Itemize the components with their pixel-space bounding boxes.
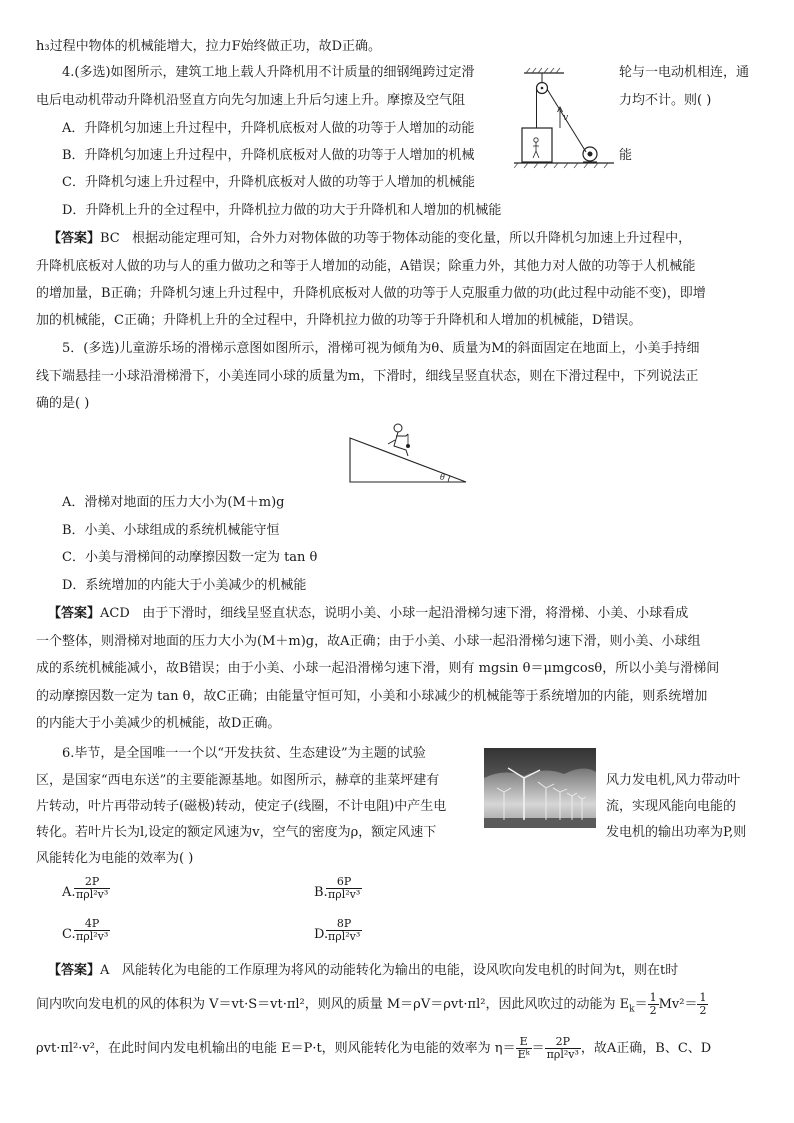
option-formula: 4P πρl²v³ — [76, 917, 109, 943]
answer-4-explanation: 加的机械能，C正确；升降机上升的全过程中，升降机拉力做的功等于升降机和人增加的机械能，D错误。 — [36, 313, 642, 328]
question-4-text: 力均不计。则( ) — [619, 93, 712, 108]
question-6-text: 发电机的输出功率为P,则 — [606, 825, 747, 840]
answer-label: 【答案】 — [48, 606, 101, 621]
answer-5-explanation: 一个整体，则滑梯对地面的压力大小为(M＋m)g，故A正确；由于小美、小球一起沿滑梯匀速下滑，则小美、小球组 — [36, 634, 701, 649]
answer-6-explanation: 风能转化为电能的工作原理为将风的动能转化为输出的电能，设风吹向发电机的时间为t，则在t时 — [121, 963, 679, 978]
fraction-eta: $\frac{E}{\text{Eᵏ}}$ — [517, 1035, 530, 1061]
question-5-option-c: C．小美与滑梯间的动摩擦因数一定为 tan θ — [62, 550, 318, 565]
question-4-option-c: C．升降机匀速上升过程中，升降机底板对人做的功等于人增加的机械能 — [62, 175, 475, 190]
answer-choice: A — [100, 963, 110, 978]
option-formula: 8P πρl²v³ — [328, 917, 361, 943]
question-5-text: 确的是( ) — [36, 396, 90, 411]
answer-choice: BC — [100, 231, 120, 246]
answer-label: 【答案】 — [48, 963, 101, 978]
answer-6 — [48, 962, 678, 980]
answer-5-explanation: 成的系统机械能减小，故B错误；由于小美、小球一起沿滑梯匀速下滑，则有 mgsin θ＝μmgcosθ，所以小美与滑梯间 — [36, 661, 720, 676]
question-4-option-a: A．升降机匀加速上升过程中，升降机底板对人做的功等于人增加的动能 — [62, 121, 475, 136]
answer-6-text: Mv²＝ — [658, 997, 698, 1012]
option-letter: D. — [314, 927, 329, 942]
question-4-text: 4.(多选)如图所示，建筑工地上载人升降机用不计质量的细钢绳跨过定滑 — [62, 65, 475, 80]
wind-turbine-photo — [484, 748, 596, 828]
question-6-text: 风力发电机,风力带动叶 — [606, 773, 741, 788]
answer-4-explanation: 的增加量，B正确；升降机匀速上升过程中，升降机底板对人做的功等于人克服重力做的功(此过程中动能不变)，即增 — [36, 286, 706, 301]
answer-5-explanation: 的内能大于小美减少的机械能，故D正确。 — [36, 716, 281, 731]
question-5-option-a: A．滑梯对地面的压力大小为(M＋m)g — [62, 495, 285, 510]
question-6-text: 片转动，叶片再带动转子(磁极)转动，使定子(线圈，不计电阻)中产生电 — [36, 799, 447, 814]
subscript: k — [629, 1004, 635, 1015]
question-4-option-b: 能 — [619, 148, 633, 163]
answer-6-text: ，故A正确，B、C、D — [580, 1041, 712, 1056]
option-formula: 2P πρl²v³ — [76, 875, 109, 901]
option-letter: B. — [314, 885, 328, 900]
question-5-text: 线下端悬挂一小球沿滑梯滑下，小美连同小球的质量为m，下滑时，细线呈竖直状态，则在下滑过程中，下列说法正 — [36, 369, 699, 384]
question-6-option-a — [62, 876, 182, 910]
answer-4 — [48, 230, 691, 248]
question-6-option-d — [314, 918, 434, 952]
question-6-text: 风能转化为电能的效率为( ) — [36, 851, 194, 866]
answer-4-explanation: 根据动能定理可知，合外力对物体做的功等于物体动能的变化量，所以升降机匀加速上升过程中， — [132, 231, 692, 246]
answer-6-explanation: ρvt·πl²·v²，在此时间内发电机输出的电能 E＝P·t，则风能转化为电能的效率为 η＝ $\frac{E}{\text{Eᵏ}}$ ＝ $\frac{2P}{\text{πρl²v³}}$ ，故A正确，B、C、D — [36, 1035, 712, 1061]
answer-6-text: 间内吹向发电机的风的体积为 V＝vt·S＝vt·πl²，则风的质量 M＝ρV＝ρvt·πl²，因此风吹过的动能为 E — [36, 997, 630, 1012]
fraction-eta-result: $\frac{2P}{\text{πρl²v³}}$ — [546, 1035, 579, 1061]
answer-6-explanation: 间内吹向发电机的风的体积为 V＝vt·S＝vt·πl²，则风的质量 M＝ρV＝ρvt·πl²，因此风吹过的动能为 $E_k=$ $\frac{1}{2}$ Mv²＝ $\frac{1}{2}$ — [36, 991, 707, 1017]
answer-label: 【答案】 — [48, 231, 101, 246]
option-formula: 6P πρl²v³ — [328, 875, 361, 901]
question-5-option-b: B．小美、小球组成的系统机械能守恒 — [62, 523, 280, 538]
question-6-text: 6.毕节，是全国唯一一个以“开发扶贫、生态建设”为主题的试验 — [62, 746, 426, 761]
answer-5-explanation: 的动摩擦因数一定为 tan θ，故C正确；由能量守恒可知，小美和小球减少的机械能等于系统增加的内能，则系统增加 — [36, 689, 708, 704]
question-6-option-b — [314, 876, 434, 910]
fraction-half: $\frac{1}{2}$ — [649, 991, 657, 1017]
question-5-option-d: D．系统增加的内能大于小美减少的机械能 — [62, 578, 307, 593]
question-4-option-b: B．升降机匀加速上升过程中，升降机底板对人做的功等于人增加的机械 — [62, 148, 475, 163]
question-5-text: 5．(多选)儿童游乐场的滑梯示意图如图所示，滑梯可视为倾角为θ、质量为M的斜面固定在地面上，小美手持细 — [62, 341, 700, 356]
question-6-text: 转化。若叶片长为l,设定的额定风速为v，空气的密度为ρ，额定风速下 — [36, 825, 437, 840]
answer-choice: ACD — [100, 606, 130, 621]
question-6-option-c — [62, 918, 182, 952]
option-letter: C. — [62, 927, 76, 942]
angle-label: θ — [440, 473, 445, 482]
answer-6-text: ρvt·πl²·v²，在此时间内发电机输出的电能 E＝P·t，则风能转化为电能的效率为 η＝ — [36, 1041, 516, 1056]
question-4-text: 电后电动机带动升降机沿竖直方向先匀加速上升后匀速上升。摩擦及空气阻 — [36, 93, 466, 108]
fraction-half: $\frac{1}{2}$ — [699, 991, 707, 1017]
elevator-pulley-figure — [514, 66, 614, 170]
question-4-text: 轮与一电动机相连，通 — [619, 65, 750, 80]
velocity-label: v — [563, 113, 569, 123]
answer-4-explanation: 升降机底板对人做的功与人的重力做功之和等于人增加的动能，A错误；除重力外，其他力对人做的功等于人机械能 — [36, 259, 696, 274]
slide-incline-figure — [346, 416, 472, 486]
answer-5 — [48, 605, 688, 623]
text-line: h₃过程中物体的机械能增大，拉力F始终做正功，故D正确。 — [36, 39, 382, 54]
option-letter: A. — [62, 885, 76, 900]
answer-5-explanation: 由于下滑时，细线呈竖直状态，说明小美、小球一起沿滑梯匀速下滑，将滑梯、小美、小球看成 — [142, 606, 689, 621]
question-6-text: 区，是国家“西电东送”的主要能源基地。如图所示，赫章的韭菜坪建有 — [36, 773, 440, 788]
question-6-text: 流，实现风能向电能的 — [606, 799, 737, 814]
question-4-option-d: D．升降机上升的全过程中，升降机拉力做的功大于升降机和人增加的机械能 — [62, 203, 502, 218]
